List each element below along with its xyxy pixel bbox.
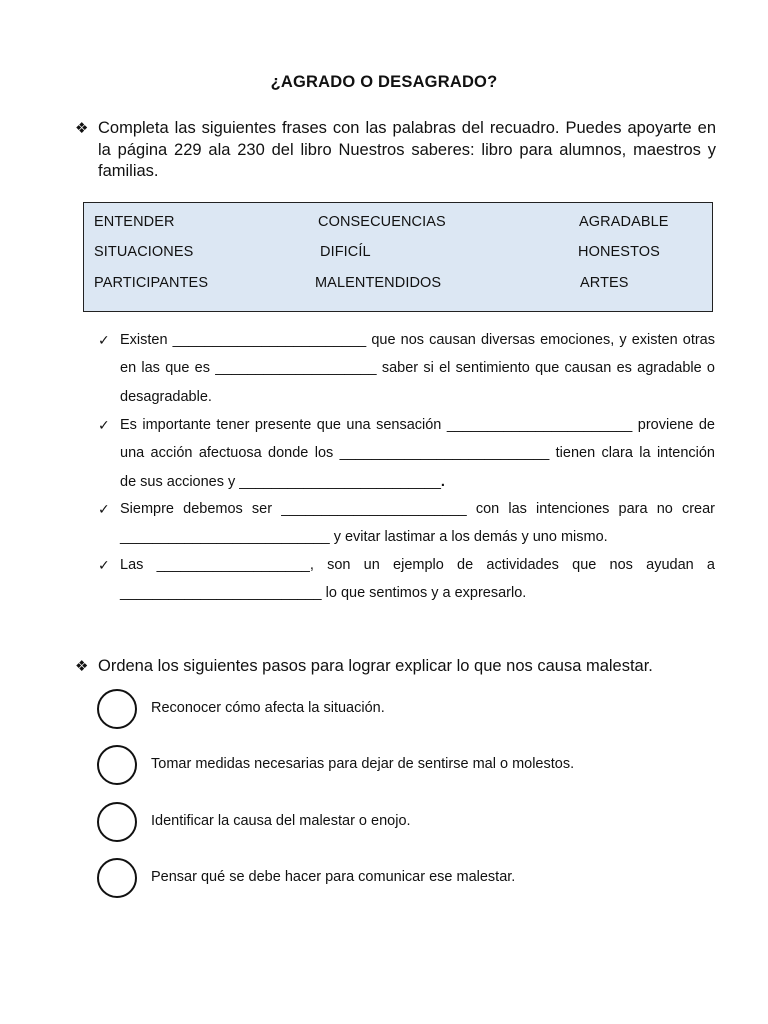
exercise-line	[120, 579, 715, 607]
exercise-text: Las	[120, 557, 157, 573]
checkmark-icon: ✓	[98, 332, 110, 348]
checkmark-icon: ✓	[98, 557, 110, 573]
word-box-item: ARTES	[580, 275, 629, 291]
section2-instruction	[75, 656, 716, 678]
exercise-line	[120, 383, 715, 411]
exercise-text: en las que es	[120, 360, 216, 377]
diamond-bullet-icon: ❖	[75, 658, 89, 675]
exercise-text: Siempre debemos ser	[120, 501, 282, 517]
section1-instruction-text: Completa las siguientes frases con las palabras del recuadro. Puedes apoyarte en la página 229 ala 230 del libro Nuestros saberes: libro para alumnos, maestros y familias.	[98, 119, 716, 180]
answer-blank[interactable]: __________________________	[120, 529, 330, 546]
exercise-text: tienen clara la intención	[549, 445, 715, 462]
section1-instruction	[75, 118, 716, 183]
step-text: Pensar qué se debe hacer para comunicar ese malestar.	[151, 869, 516, 885]
answer-blank[interactable]: ________________________	[172, 332, 367, 348]
diamond-bullet-icon: ❖	[75, 120, 89, 137]
fill-in-exercise	[98, 495, 715, 552]
exercise-text: proviene de	[632, 417, 715, 433]
order-step	[97, 802, 697, 846]
order-step	[97, 689, 697, 733]
answer-blank[interactable]: _________________________	[120, 585, 322, 602]
order-step	[97, 745, 697, 789]
exercise-text: saber si el sentimiento que causan es agradable o	[376, 360, 715, 377]
order-step	[97, 858, 697, 902]
word-box-item: CONSECUENCIAS	[318, 214, 446, 230]
checkmark-icon: ✓	[98, 417, 110, 433]
exercise-text: una acción afectuosa donde los	[120, 445, 340, 462]
answer-blank[interactable]: ___________________	[156, 557, 310, 573]
exercise-line	[120, 551, 715, 579]
answer-blank[interactable]: _________________________	[239, 473, 441, 490]
exercise-text: de sus acciones y	[120, 473, 240, 490]
order-number-circle[interactable]	[97, 745, 137, 785]
word-box-item: MALENTENDIDOS	[315, 275, 442, 291]
word-box	[83, 202, 713, 312]
exercise-line	[120, 495, 715, 523]
order-number-circle[interactable]	[97, 689, 137, 729]
exercise-text: .	[440, 473, 445, 490]
exercise-text: , son un ejemplo de actividades que nos ayudan a	[309, 557, 715, 573]
order-number-circle[interactable]	[97, 858, 137, 898]
word-box-item: HONESTOS	[578, 244, 660, 260]
answer-blank[interactable]: _______________________	[281, 501, 467, 517]
exercise-line	[120, 326, 715, 354]
exercise-text: Es importante tener presente que una sensación	[120, 417, 447, 433]
answer-blank[interactable]: __________________________	[339, 445, 550, 462]
answer-blank[interactable]: _______________________	[446, 417, 633, 433]
checkmark-icon: ✓	[98, 501, 110, 517]
section2-instruction-text: Ordena los siguientes pasos para lograr explicar lo que nos causa malestar.	[98, 657, 653, 675]
answer-blank[interactable]: ____________________	[215, 360, 377, 377]
step-text: Identificar la causa del malestar o enojo.	[151, 813, 411, 829]
word-box-item: DIFICÍL	[320, 244, 371, 260]
word-box-item: AGRADABLE	[579, 214, 669, 230]
fill-in-exercise	[98, 326, 715, 411]
worksheet-title: ¿AGRADO O DESAGRADO?	[270, 73, 498, 91]
word-box-item: PARTICIPANTES	[94, 275, 209, 291]
exercise-line	[120, 468, 715, 496]
order-number-circle[interactable]	[97, 802, 137, 842]
fill-in-exercise	[98, 551, 715, 608]
step-text: Reconocer cómo afecta la situación.	[151, 700, 385, 716]
exercise-text: lo que sentimos y a expresarlo.	[321, 585, 527, 602]
exercise-line	[120, 354, 715, 382]
exercise-line	[120, 439, 715, 467]
exercise-text: desagradable.	[120, 388, 212, 405]
word-box-item: ENTENDER	[94, 214, 175, 230]
fill-in-exercise	[98, 411, 715, 496]
exercise-text: que nos causan diversas emociones, y existen otras	[366, 332, 715, 348]
exercise-text: con las intenciones para no crear	[466, 501, 715, 517]
word-box-item: SITUACIONES	[94, 244, 194, 260]
exercise-line	[120, 523, 715, 551]
exercise-line	[120, 411, 715, 439]
step-text: Tomar medidas necesarias para dejar de sentirse mal o molestos.	[151, 756, 575, 772]
exercise-text: y evitar lastimar a los demás y uno mismo.	[329, 529, 608, 546]
exercise-text: Existen	[120, 332, 173, 348]
